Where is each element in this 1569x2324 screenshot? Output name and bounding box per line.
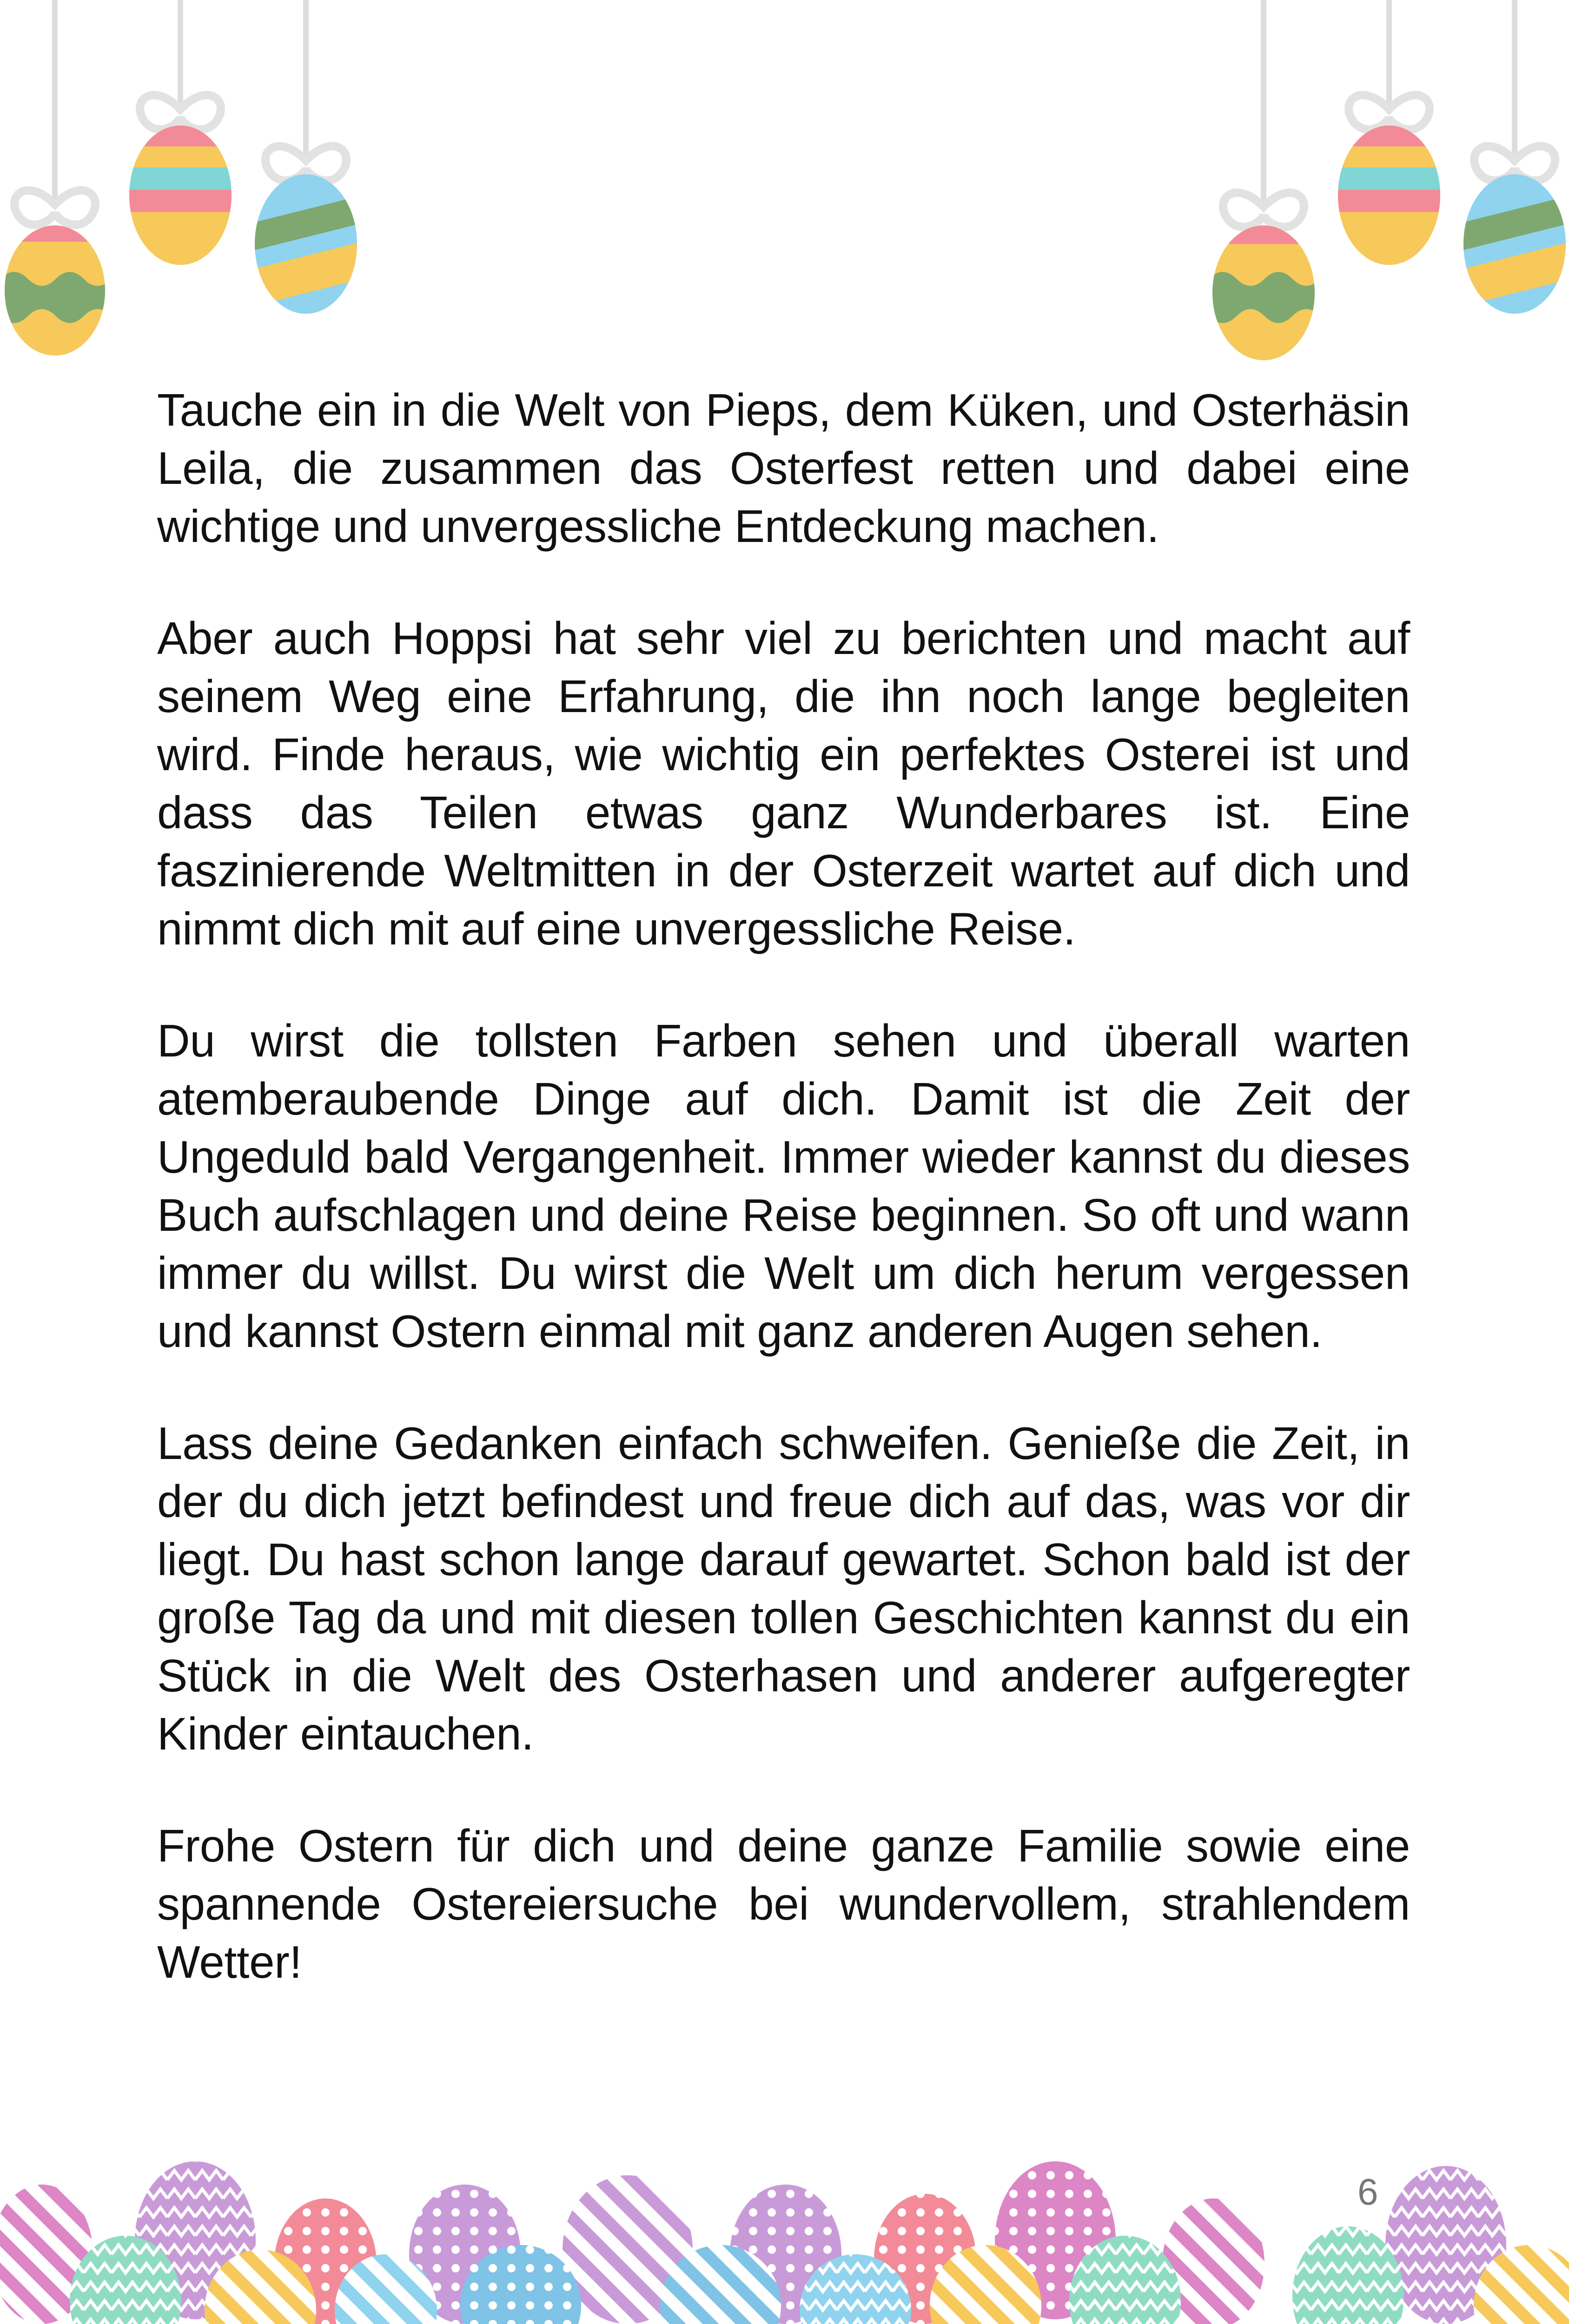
hanging-eggs-decoration [0, 0, 1569, 372]
paragraph-greeting: Frohe Ostern für dich und deine ganze Familie sowie eine spannende Ostereiersuche bei wundervollem, strahlendem Wetter! [157, 1820, 1410, 1987]
page-number: 6 [1357, 2171, 1378, 2212]
paragraph-intro: Tauche ein in die Welt von Pieps, dem Küken, und Osterhäsin Leila, die zusammen das Osterfest retten und dabei eine wichtige und unvergessliche Entdeckung machen. [157, 384, 1410, 552]
hanging-egg-right-3 [1460, 0, 1569, 321]
paragraph-colors: Du wirst die tollsten Farben sehen und überall warten atemberaubende Dinge auf dich. Damit ist die Zeit der Ungeduld bald Vergangenheit. Immer wieder kannst du dieses Buch aufschlagen und deine Reise beginnen. So oft und wann immer du willst. Du wirst die Welt um dich herum vergessen und kannst Ostern einmal mit ganz anderen Augen sehen. [157, 1015, 1410, 1357]
page-body [157, 381, 1410, 2045]
hanging-egg-left-3 [251, 0, 363, 321]
paragraph-hoppsi: Aber auch Hoppsi hat sehr viel zu berichten und macht auf seinem Weg eine Erfahrung, die ihn noch lange begleiten wird. Finde heraus, wie wichtig ein perfektes Osterei ist und dass das Teilen etwas ganz Wunderbares ist. Eine faszinierende Weltmitten in der Osterzeit wartet auf dich und nimmt dich mit auf eine unvergessliche Reise. [157, 613, 1410, 954]
hanging-egg-right-2 [1334, 0, 1446, 270]
paragraph-thoughts: Lass deine Gedanken einfach schweifen. Genieße die Zeit, in der du dich jetzt befindest und freue dich auf das, was vor dir liegt. Du hast schon lange darauf gewartet. Schon bald ist der große Tag da und mit diesen tollen Geschichten kannst du ein Stück in die Welt des Osterhasen und anderer aufgeregter Kinder eintauchen. [157, 1418, 1410, 1759]
easter-egg-border [0, 2147, 1569, 2324]
hanging-egg-left-1 [0, 0, 121, 363]
hanging-egg-right-1 [1209, 0, 1320, 363]
hanging-egg-left-2 [126, 0, 237, 270]
